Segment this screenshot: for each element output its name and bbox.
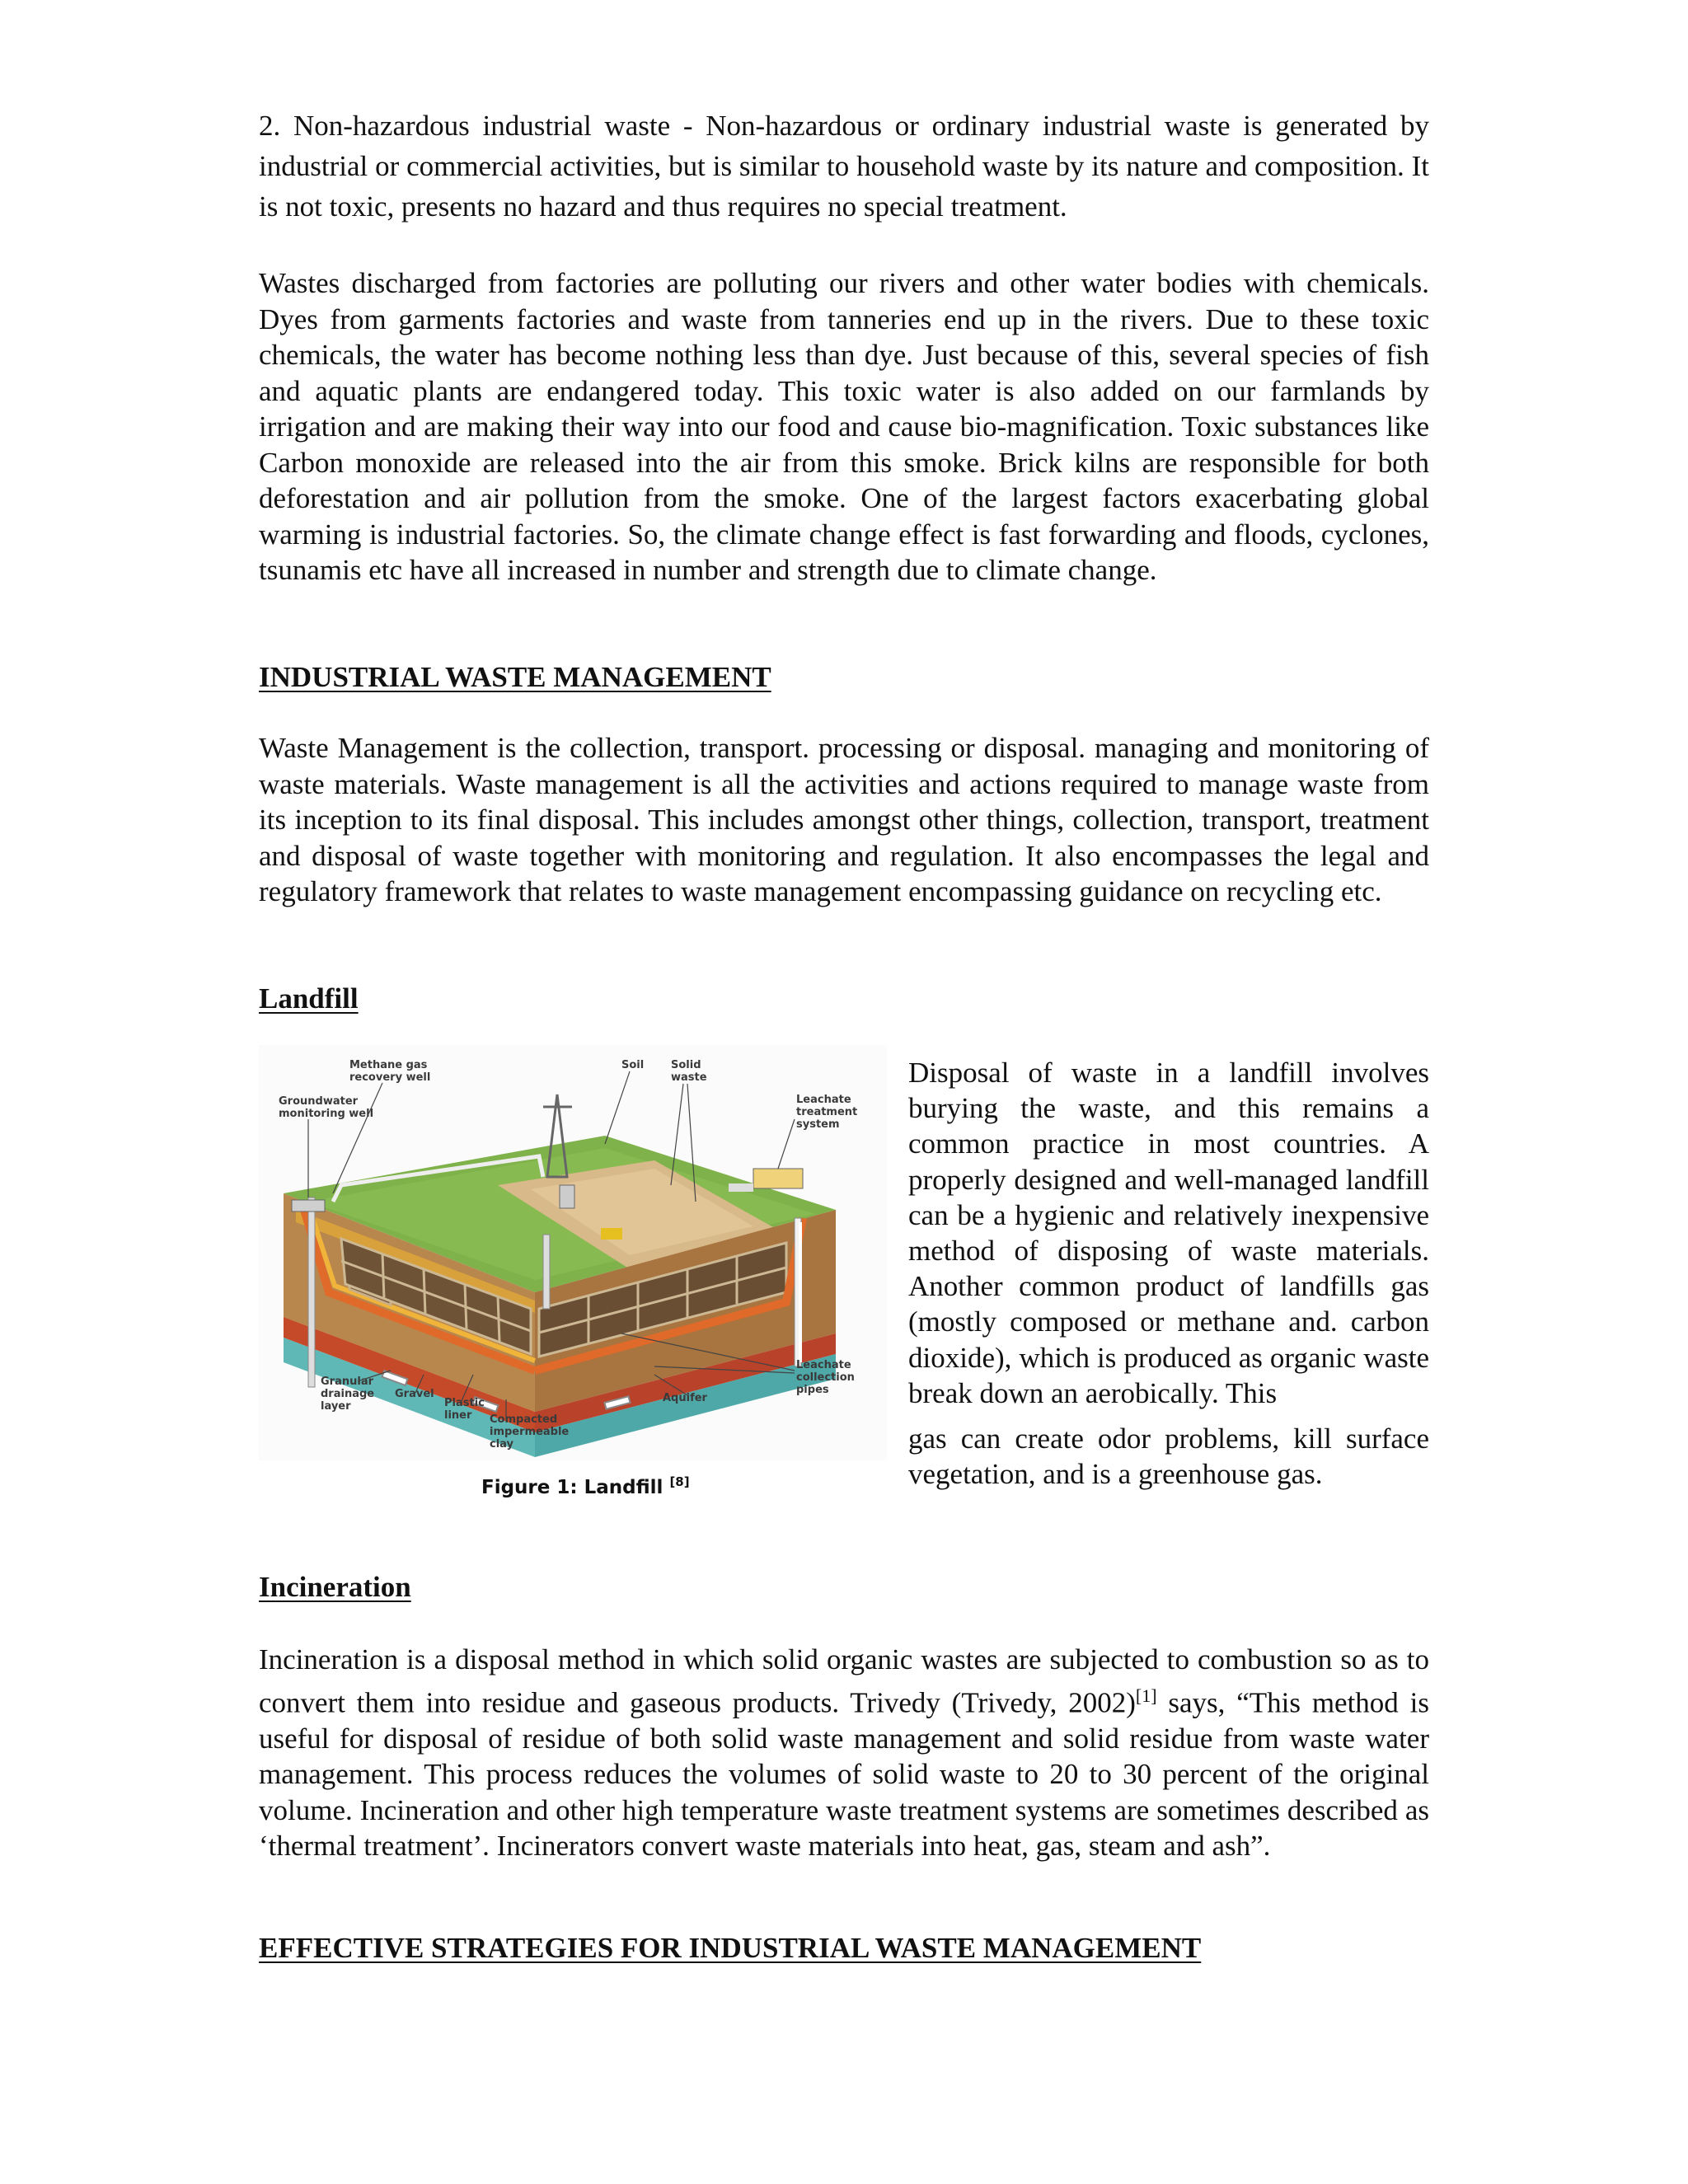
landfill-cross-section-diagram (259, 1045, 887, 1460)
heading-incineration: Incineration (259, 1571, 411, 1603)
paragraph-text: Incineration is a disposal method in which solid organic wastes are subjected to combustion so as to convert them into residue and gaseous products. Trivedy (Trivedy, 2002)[1] says, “This method is useful for disposal of residue of both solid waste management and solid residue from waste water management. This process reduces the volumes of solid waste to 20 to 30 percent of the original volume. Incineration and other high temperature waste treatment systems are sometimes described as ‘thermal treatment’. Incinerators convert waste materials into heat, gas, steam and ash”. (259, 1643, 1429, 1863)
label-plastic-line1: Plastic (444, 1397, 485, 1409)
label-clay-line3: clay (490, 1438, 514, 1451)
label-granular-line2: drainage (321, 1388, 375, 1400)
paragraph-incineration (259, 1642, 1429, 1864)
label-plastic-line2: liner (444, 1409, 472, 1422)
label-solid-waste-line1: Solid (671, 1059, 701, 1071)
label-leachate-treatment-line2: treatment (796, 1106, 858, 1118)
paragraph-factory-wastes (259, 265, 1429, 588)
paragraph-text: Disposal of waste in a landfill involves burying the waste, and this remains a common practice in most countries. A properly designed and well-managed landfill can be a hygienic and relatively inexpensive method of disposing of waste materials. Another common product of landfills gas (mostly composed or methane and. carbon dioxide), which is produced as organic waste break down an aerobically. This (908, 1057, 1429, 1409)
landfill-figure (259, 1045, 887, 1460)
label-leachate-collection-line2: collection (796, 1371, 855, 1384)
label-aquifer: Aquifer (663, 1392, 707, 1404)
paragraph-text-continued: gas can create odor problems, kill surface vegetation, and is a greenhouse gas. (908, 1422, 1429, 1491)
label-clay-line2: impermeable (490, 1426, 570, 1438)
citation-reference: [1] (1135, 1685, 1157, 1706)
label-leachate-treatment-line3: system (796, 1118, 840, 1131)
paragraph-non-hazardous (259, 105, 1429, 227)
label-gravel: Gravel (395, 1388, 434, 1400)
label-groundwater-line1: Groundwater (279, 1095, 359, 1108)
label-clay-line1: Compacted (490, 1413, 558, 1426)
paragraph-text: Wastes discharged from factories are polluting our rivers and other water bodies with chemicals. Dyes from garments factories and waste from tanneries end up in the rivers. Due to these toxic chemicals, the water has become nothing less than dye. Just because of this, several species of fish and aquatic plants are endangered today. This toxic water is also added on our farmlands by irrigation and are making their way into our food and cause bio-magnification. Toxic substances like Carbon monoxide are released into the air from this smoke. Brick kilns are responsible for both deforestation and air pollution from the smoke. One of the largest factors exacerbating global warming is industrial factories. So, the climate change effect is fast forwarding and floods, cyclones, tsunamis etc have all increased in number and strength due to climate change. (259, 267, 1429, 586)
label-soil: Soil (621, 1059, 645, 1071)
label-granular-line1: Granular (321, 1376, 374, 1388)
label-solid-waste-line2: waste (671, 1071, 707, 1084)
paragraph-waste-management (259, 730, 1429, 910)
label-leachate-collection-line3: pipes (796, 1384, 829, 1396)
paragraph-text: 2. Non-hazardous industrial waste - Non-hazardous or ordinary industrial waste is generated by industrial or commercial activities, but is similar to household waste by its nature and composition. It is not toxic, presents no hazard and thus requires no special treatment. (259, 110, 1429, 223)
label-leachate-treatment-line1: Leachate (796, 1094, 851, 1106)
label-methane-gas-line1: Methane gas (349, 1059, 428, 1071)
label-groundwater-line2: monitoring well (279, 1108, 374, 1120)
paragraph-text: Waste Management is the collection, transport. processing or disposal. managing and monitoring of waste materials. Waste management is all the activities and actions required to manage waste from its inception to its final disposal. This includes amongst other things, collection, transport, treatment and disposal of waste together with monitoring and regulation. It also encompasses the legal and regulatory framework that relates to waste management encompassing guidance on recycling etc. (259, 732, 1429, 907)
label-methane-gas-line2: recovery well (349, 1071, 431, 1084)
heading-effective-strategies: EFFECTIVE STRATEGIES FOR INDUSTRIAL WASTE MANAGEMENT (259, 1932, 1202, 1964)
landfill-side-text (908, 1055, 1429, 1492)
label-leachate-collection-line1: Leachate (796, 1359, 851, 1371)
figure-caption: Figure 1: Landfill [8] (481, 1474, 690, 1498)
heading-landfill: Landfill (259, 982, 359, 1015)
label-granular-line3: layer (321, 1400, 351, 1413)
caption-reference: [8] (669, 1474, 690, 1489)
heading-industrial-waste-management: INDUSTRIAL WASTE MANAGEMENT (259, 661, 771, 693)
